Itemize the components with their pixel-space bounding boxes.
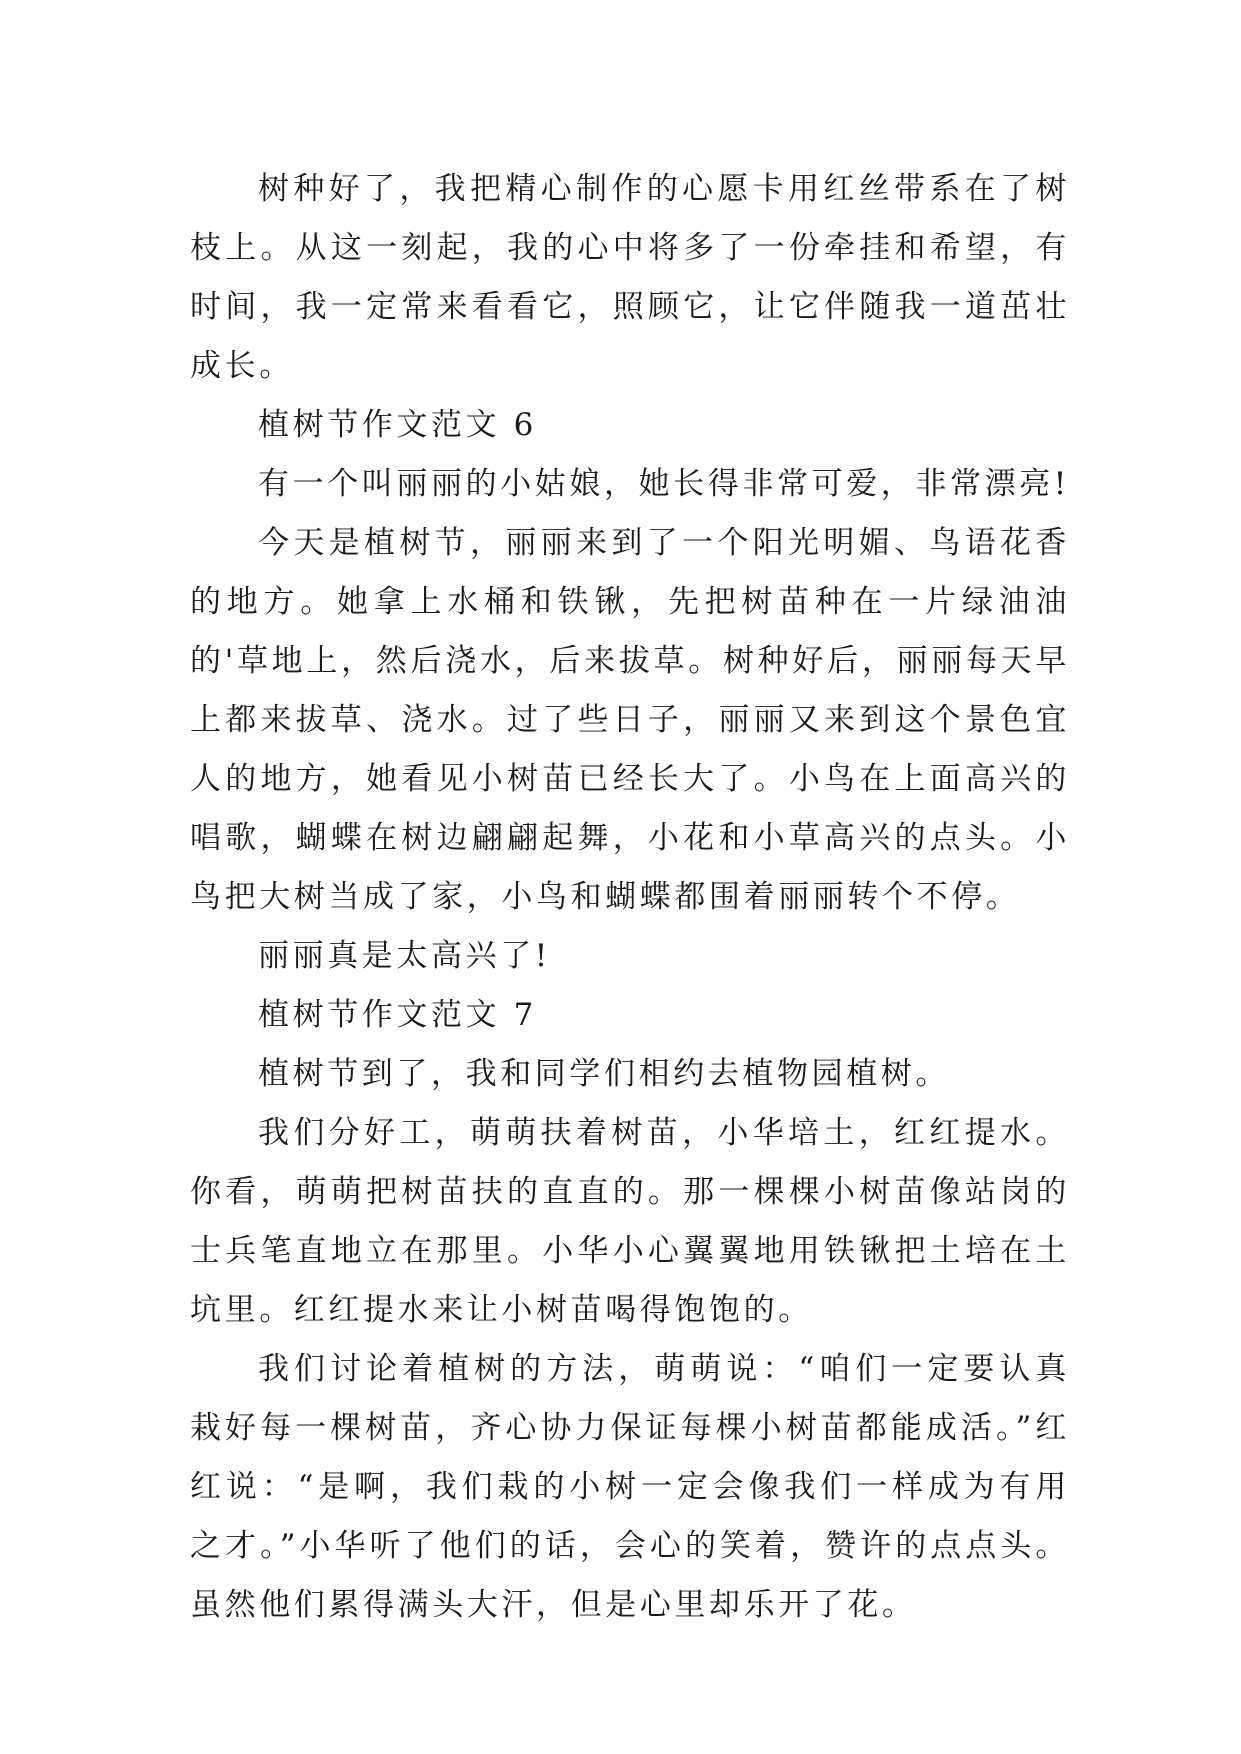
paragraph-2: 有一个叫丽丽的小姑娘，她长得非常可爱，非常漂亮! [258,466,1070,502]
paragraph-5: 植树节到了，我和同学们相约去植物园植树。 [258,1056,950,1092]
paragraph-6: 我们分好工，萌萌扶着树苗，小华培土，红红提水。你看，萌萌把树苗扶的直直的。那一棵棵小树苗像站岗的士兵笔直地立在那里。小华小心翼翼地用铁锹把土培在土坑里。红红提水来让小树苗喝得饱饱的。 [190,1115,1070,1328]
section-heading-7: 植树节作文范文 7 [258,997,537,1033]
section-heading-6: 植树节作文范文 6 [258,407,537,443]
paragraph-3: 今天是植树节，丽丽来到了一个阳光明媚、鸟语花香的地方。她拿上水桶和铁锹，先把树苗种在一片绿油油的'草地上，然后浇水，后来拔草。树种好后，丽丽每天早上都来拔草、浇水。过了些日子，丽丽又来到这个景色宜人的地方，她看见小树苗已经长大了。小鸟在上面高兴的唱歌，蝴蝶在树边翩翩起舞，小花和小草高兴的点头。小鸟把大树当成了家，小鸟和蝴蝶都围着丽丽转个不停。 [190,525,1070,915]
paragraph-4: 丽丽真是太高兴了! [258,938,551,974]
paragraph-1: 树种好了，我把精心制作的心愿卡用红丝带系在了树枝上。从这一刻起，我的心中将多了一份牵挂和希望，有时间，我一定常来看看它，照顾它，让它伴随我一道茁壮成长。 [190,171,1070,384]
paragraph-7: 我们讨论着植树的方法，萌萌说：“咱们一定要认真栽好每一棵树苗，齐心协力保证每棵小树苗都能成活。”红红说：“是啊，我们栽的小树一定会像我们一样成为有用之才。”小华听了他们的话，会心的笑着，赞许的点点头。虽然他们累得满头大汗，但是心里却乐开了花。 [190,1351,1070,1623]
document-body [190,160,1070,1635]
